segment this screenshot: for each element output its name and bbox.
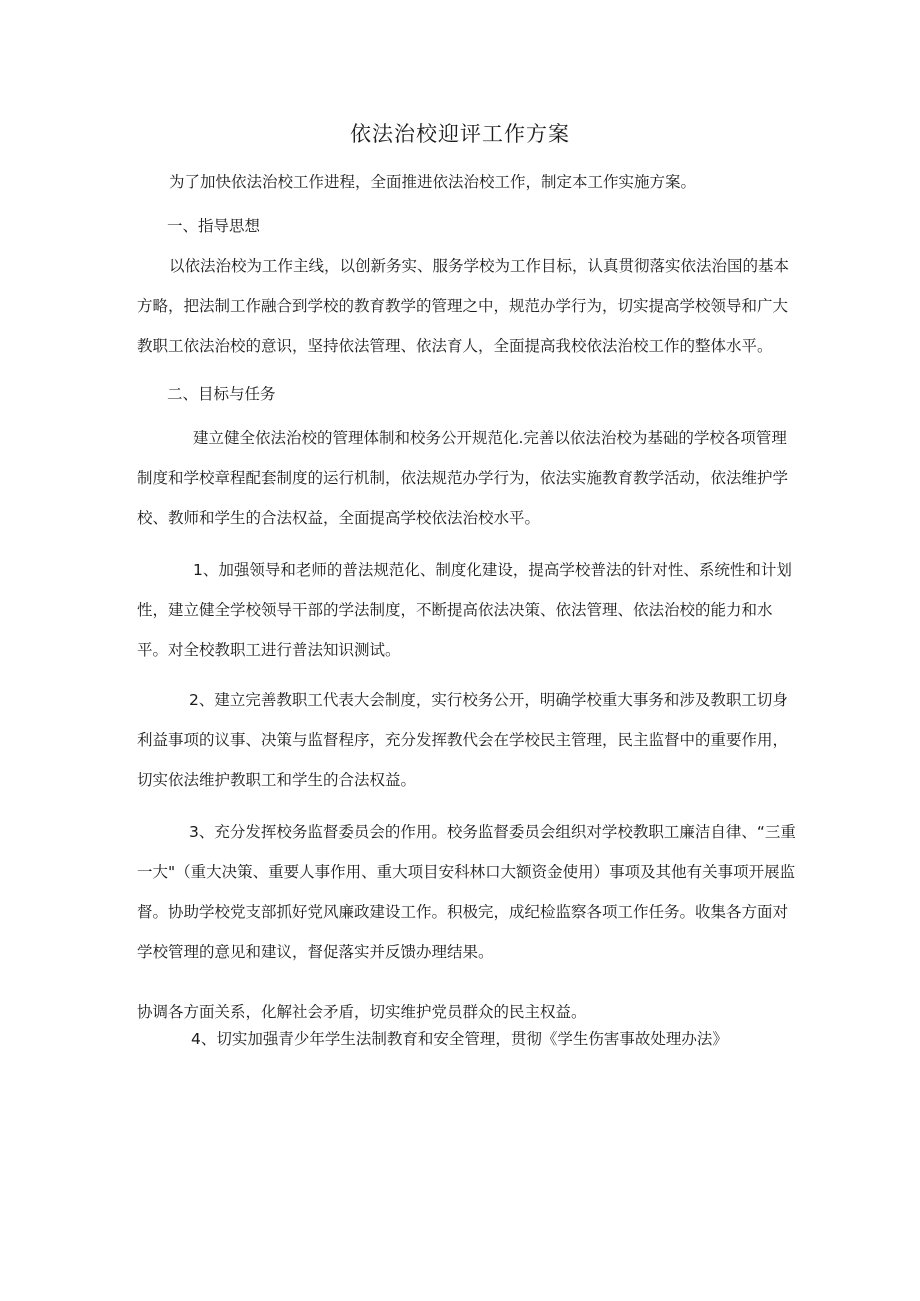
guiding-thought-paragraph: 以依法治校为工作主线，以创新务实、服务学校为工作目标，认真贯彻落实依法治国的基本方略，把法制工作融合到学校的教育教学的管理之中，规范办学行为，切实提高学校领导和广大教职工依法治校的意识，坚持依法管理、依法育人，全面提高我校依法治校工作的整体水平。: [137, 257, 790, 355]
task-item-3: 3、充分发挥校务监督委员会的作用。校务监督委员会组织对学校教职工廉洁自律、“三重一大"（重大决策、重要人事作用、重大项目安科林口大额资金使用）事项及其他有关事项开展监督。协助学校党支部抓好党风廉政建设工作。积极完，成纪检监察各项工作任务。收集各方面对学校管理的意见和建议，督促落实并反馈办理结果。: [137, 823, 796, 961]
section-heading-goals-tasks: 二、目标与任务: [167, 385, 276, 403]
task-item-2: 2、建立完善教职工代表大会制度，实行校务公开，明确学校重大事务和涉及教职工切身利益事项的议事、决策与监督程序，充分发挥教代会在学校民主管理，民主监督中的重要作用，切实依法维护教职工和学生的合法权益。: [137, 691, 789, 789]
goals-tasks-paragraph: 建立健全依法治校的管理体制和校务公开规范化.完善以依法治校为基础的学校各项管理制度和学校章程配套制度的运行机制，依法规范办学行为，依法实施教育教学活动，依法维护学校、教师和学生的合法权益，全面提高学校依法治校水平。: [137, 429, 789, 527]
intro-paragraph: 为了加快依法治校工作进程，全面推进依法治校工作，制定本工作实施方案。: [169, 173, 697, 191]
section-heading-guiding-thought: 一、指导思想: [167, 217, 261, 235]
document-title: 依法治校迎评工作方案: [350, 122, 570, 146]
task-item-1: 1、加强领导和老师的普法规范化、制度化建设，提高学校普法的针对性、系统性和计划性，建立健全学校领导干部的学法制度，不断提高依法决策、依法管理、依法治校的能力和水平。对全校教职工进行普法知识测试。: [137, 561, 792, 659]
task-item-4: 4、切实加强青少年学生法制教育和安全管理，贯彻《学生伤害事故处理办法》: [191, 1030, 728, 1048]
task-item-3-continuation: 协调各方面关系，化解社会矛盾，切实维护党员群众的民主权益。: [137, 1003, 587, 1021]
